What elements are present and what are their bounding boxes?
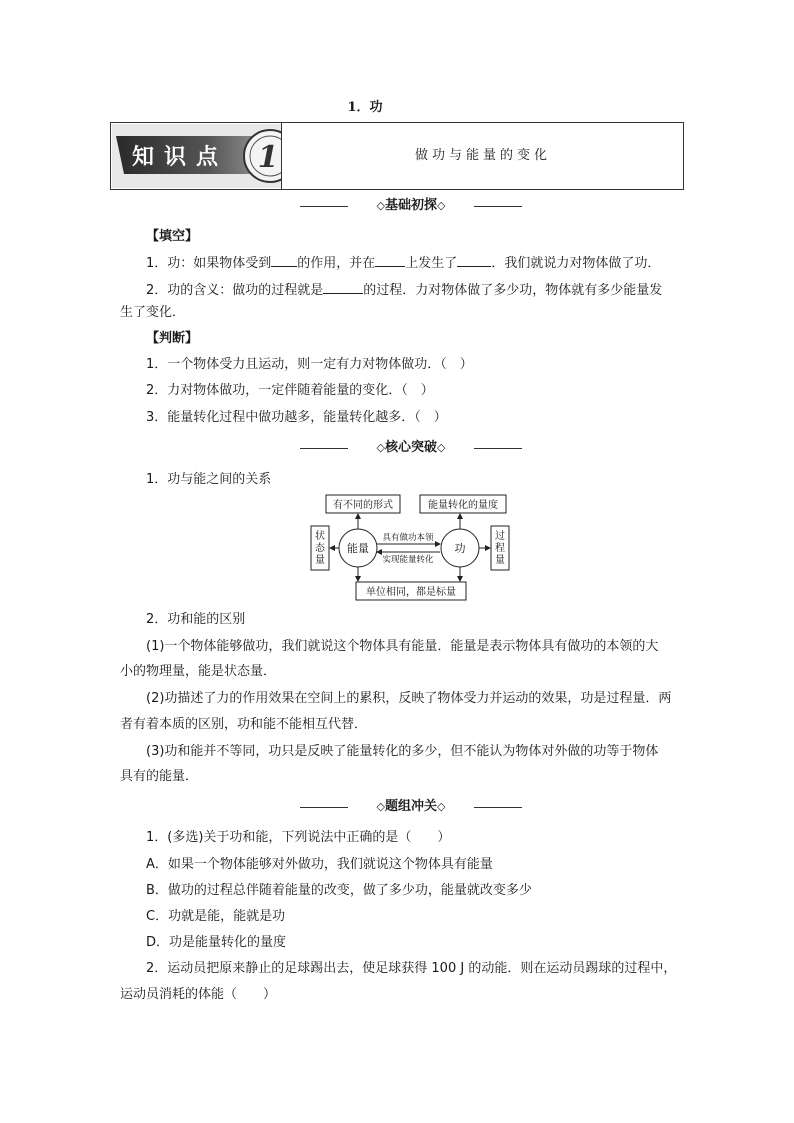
- banner-text: 知识点: [132, 144, 229, 170]
- diagram-arrow-bottom-label: 实现能量转化: [382, 555, 434, 565]
- core-paragraph-2-cont: 者有着本质的区别，功和能不能相互代替．: [120, 717, 368, 732]
- section-core-label: 核心突破: [384, 440, 437, 455]
- fill-header: 【填空】: [146, 229, 199, 244]
- diagram-energy: 能量: [347, 542, 369, 555]
- right-side-char: 过: [495, 531, 505, 542]
- knowledge-point-topic: 做功与能量的变化: [414, 148, 551, 163]
- core-heading-2: 2．功和能的区别: [146, 612, 246, 627]
- practice-option: B．做功的过程总伴随着能量的改变，做了多少功，能量就改变多少: [146, 883, 532, 898]
- fill-question-2-cont: 生了变化．: [120, 305, 186, 320]
- judge-item: 1．一个物体受力且运动，则一定有力对物体做功．（ ）: [146, 357, 473, 372]
- core-heading-1: 1．功与能之间的关系: [146, 472, 272, 487]
- diagram-top-left: 有不同的形式: [333, 500, 393, 511]
- judge-item: 3．能量转化过程中做功越多，能量转化越多．（ ）: [146, 410, 447, 425]
- right-side-char: 程: [495, 543, 505, 554]
- core-paragraph-3: (3)功和能并不等同，功只是反映了能量转化的多少，但不能认为物体对外做的功等于物体: [146, 744, 659, 759]
- section-practice-label: 题组冲关: [384, 799, 437, 814]
- diagram-work: 功: [454, 542, 466, 555]
- diagram-arrow-top-label: 具有做功本领: [382, 533, 434, 543]
- core-paragraph-1-cont: 小的物理量，能是状态量．: [120, 664, 277, 679]
- practice-option: A．如果一个物体能够对外做功，我们就说这个物体具有能量: [146, 857, 493, 872]
- practice-question-2-cont: 运动员消耗的体能（ ）: [120, 987, 277, 1002]
- document-title: 1．功: [347, 100, 383, 115]
- section-basic-label: 基础初探: [384, 198, 437, 213]
- energy-work-diagram: [308, 492, 514, 602]
- diagram-top-right: 能量转化的量度: [428, 500, 498, 511]
- knowledge-point-banner: [112, 124, 281, 188]
- practice-option: D．功是能量转化的量度: [146, 935, 287, 950]
- diagram-bottom: 单位相同，都是标量: [366, 587, 456, 598]
- banner-number: 1: [257, 140, 279, 175]
- diagram-right-side: [495, 529, 505, 566]
- core-paragraph-2: (2)功描述了力的作用效果在空间上的累积，反映了物体受力并运动的效果，功是过程量．两: [146, 691, 672, 706]
- practice-question-2: 2．运动员把原来静止的足球踢出去，使足球获得 100 J 的动能．则在运动员踢球的过程中，: [146, 961, 677, 976]
- diagram-left-side: [315, 529, 326, 566]
- fill-question-2: 2．功的含义：做功的过程就是 的过程．力对物体做了多少功，物体就有多少能量发: [146, 280, 662, 300]
- section-practice-heading: ◇题组冲关◇: [300, 798, 522, 816]
- judge-item: 2．力对物体做功，一定伴随着能量的变化．（ ）: [146, 383, 434, 398]
- right-side-char: 量: [495, 555, 505, 566]
- section-core-heading: ◇核心突破◇: [300, 439, 522, 457]
- core-paragraph-3-cont: 具有的能量．: [120, 769, 199, 784]
- practice-question-1: 1．(多选)关于功和能，下列说法中正确的是（ ）: [146, 830, 451, 845]
- left-side-char: 态: [315, 543, 325, 554]
- section-basic-heading: ◇基础初探◇: [300, 197, 522, 215]
- core-paragraph-1: (1)一个物体能够做功，我们就说这个物体具有能量．能量是表示物体具有做功的本领的大: [146, 639, 659, 654]
- fill-question-1: 1．功：如果物体受到 的作用，并在 上发生了 ．我们就说力对物体做了功．: [146, 253, 660, 273]
- practice-option: C．功就是能，能就是功: [146, 909, 286, 924]
- left-side-char: 状: [315, 531, 325, 542]
- left-side-char: 量: [315, 555, 325, 566]
- judge-header: 【判断】: [146, 331, 199, 346]
